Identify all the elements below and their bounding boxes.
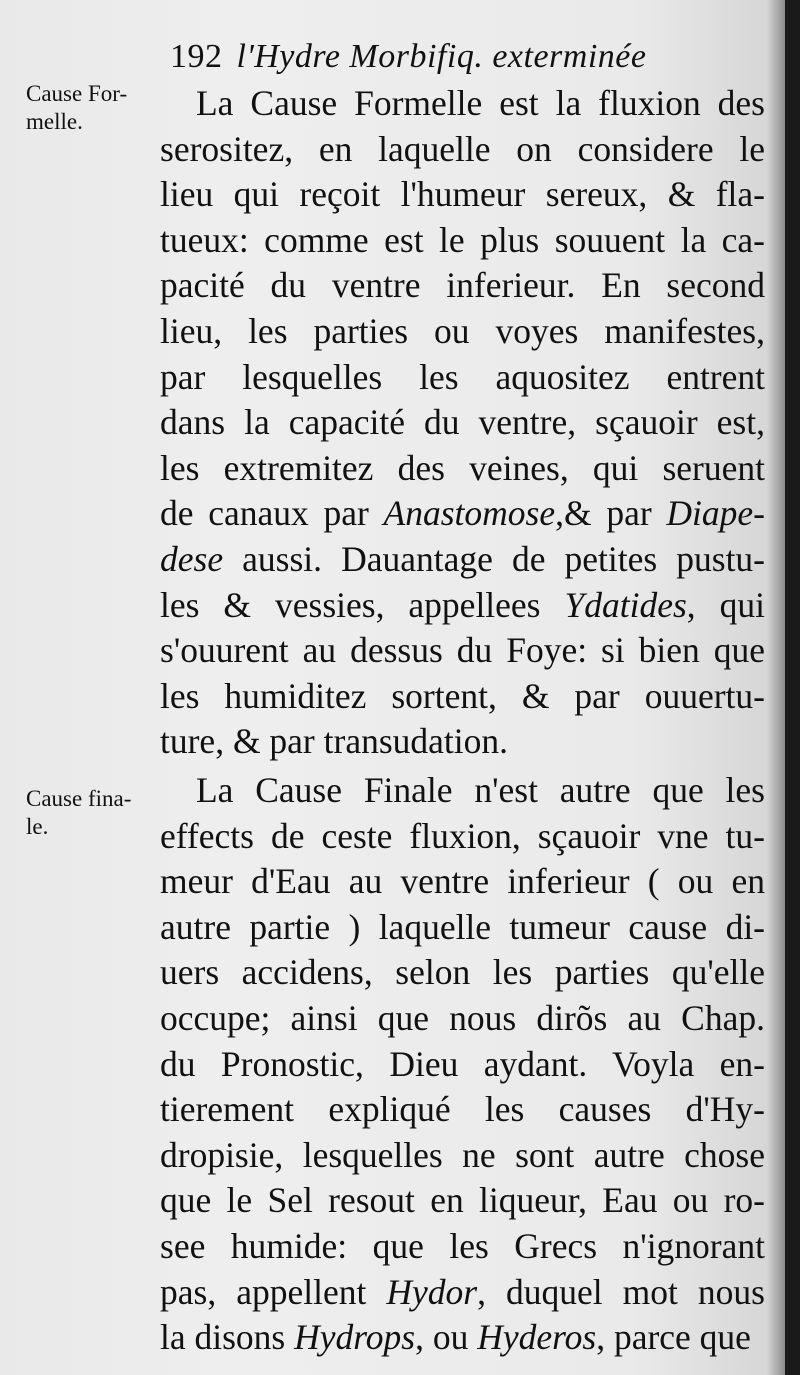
text-run: lieu qui reçoit l'humeur sereux, & fla-	[160, 174, 765, 215]
text-run: ,& par	[555, 493, 667, 534]
text-line	[160, 447, 765, 489]
text-run: dans la capacité du ventre, sçauoir est,	[160, 402, 765, 443]
italic-term: dese	[160, 539, 224, 579]
text-run: , ou	[415, 1317, 478, 1358]
running-title: l'Hydre Morbifiq. exterminée	[236, 38, 647, 75]
text-line	[160, 860, 765, 902]
text-line	[160, 82, 765, 124]
text-line	[160, 906, 765, 948]
text-run: , duquel mot nous	[477, 1271, 765, 1312]
text-run: see humide: que les Grecs n'ignorant	[160, 1226, 765, 1266]
text-line	[160, 401, 765, 443]
running-header	[170, 38, 646, 76]
italic-term: Ydatides	[564, 584, 687, 625]
text-line	[160, 1316, 765, 1358]
text-run: par lesquelles les aquositez entrent	[160, 356, 765, 397]
italic-term: Hyderos	[477, 1317, 597, 1358]
italic-term: Diape-	[666, 493, 765, 534]
text-line	[160, 1043, 765, 1085]
text-run: effects de ceste fluxion, sçauoir vne tu-	[160, 815, 765, 856]
italic-term: Hydrops	[294, 1317, 416, 1358]
text-run: de canaux par	[160, 493, 384, 534]
margin-note-line: Cause fina-	[26, 786, 132, 811]
text-line	[160, 629, 765, 671]
text-run: les extremitez des veines, qui seruent	[160, 447, 765, 488]
text-line	[160, 219, 765, 261]
text-line	[160, 356, 765, 398]
text-run: les & vessies, appellees	[160, 584, 565, 625]
text-run: s'ouurent au dessus du Foye: si bien que	[160, 630, 765, 671]
page-edge-shadow	[767, 0, 785, 1375]
text-run: serositez, en laquelle on considere le	[160, 128, 765, 169]
italic-term: Hydor	[386, 1271, 478, 1312]
text-line	[160, 815, 765, 857]
text-run: autre partie ) laquelle tumeur cause di-	[160, 906, 765, 947]
text-run: les humiditez sortent, & par ouuertu-	[160, 675, 765, 716]
margin-note-line: Cause For-	[26, 81, 128, 106]
text-run: lieu, les parties ou voyes manifestes,	[160, 311, 765, 351]
margin-note-line: melle.	[26, 109, 83, 134]
text-line	[160, 769, 765, 811]
text-line	[160, 720, 765, 762]
text-run: que le Sel resout en liqueur, Eau ou ro-	[160, 1180, 765, 1221]
page-number: 192	[170, 38, 223, 75]
text-line	[160, 264, 765, 306]
italic-term: Anastomose	[383, 493, 556, 534]
text-run: pas, appellent	[160, 1271, 387, 1312]
text-run: dropisie, lesquelles ne sont autre chose	[160, 1134, 765, 1175]
text-run: meur d'Eau au ventre inferieur ( ou en	[160, 861, 765, 902]
text-line	[160, 675, 765, 717]
text-line	[160, 951, 765, 993]
text-run: pacité du ventre inferieur. En second	[160, 265, 765, 306]
text-line	[160, 997, 765, 1039]
margin-note-cause-finale	[26, 785, 131, 841]
text-line	[160, 492, 765, 534]
text-run: La Cause Finale n'est autre que les	[196, 770, 765, 810]
text-line	[160, 1271, 765, 1313]
text-line	[160, 584, 765, 626]
text-line	[160, 1225, 765, 1267]
text-run: la disons	[160, 1317, 295, 1358]
text-line	[160, 1134, 765, 1176]
text-run: , parce que	[596, 1317, 751, 1358]
text-run: , qui	[686, 584, 765, 625]
text-run: tueux: comme est le plus souuent la ca-	[160, 219, 765, 260]
text-run: ture, & par transudation.	[160, 721, 508, 762]
text-run: occupe; ainsi que nous dirõs au Chap.	[160, 998, 765, 1038]
text-line	[160, 128, 765, 170]
text-line	[160, 310, 765, 352]
margin-note-line: le.	[26, 814, 49, 839]
text-run: du Pronostic, Dieu aydant. Voyla en-	[160, 1043, 765, 1084]
text-run: La Cause Formelle est la fluxion des	[196, 83, 765, 123]
text-line	[160, 538, 765, 580]
text-line	[160, 1179, 765, 1221]
text-line	[160, 173, 765, 215]
text-run: uers accidens, selon les parties qu'elle	[160, 952, 765, 993]
text-run: tierement expliqué les causes d'Hy-	[160, 1089, 765, 1130]
text-run: aussi. Dauantage de petites pustu-	[223, 539, 765, 579]
margin-note-cause-formelle	[26, 80, 127, 136]
text-line	[160, 1088, 765, 1130]
